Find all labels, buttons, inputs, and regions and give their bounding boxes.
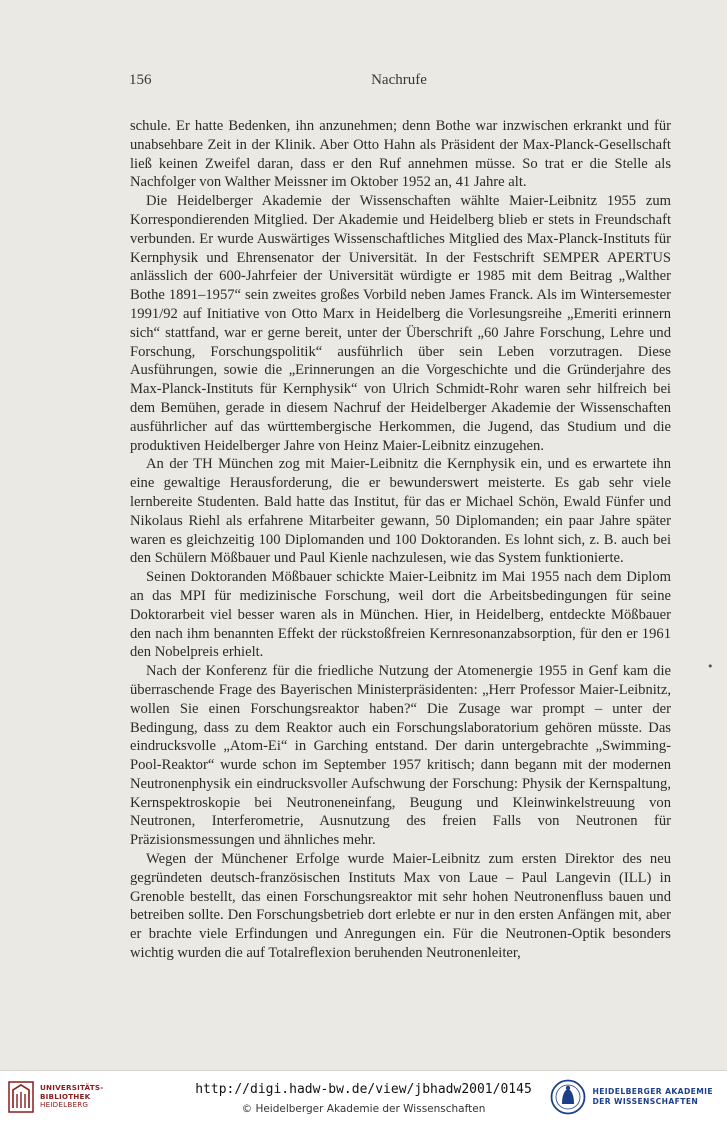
margin-mark: • xyxy=(707,660,714,673)
ub-wordmark-line-3: HEIDELBERG xyxy=(40,1100,89,1110)
permalink-url[interactable]: http://digi.hadw-bw.de/view/jbhadw2001/0145 xyxy=(195,1082,532,1097)
ub-wordmark-line-1: UNIVERSITÄTS- xyxy=(40,1083,104,1093)
paragraph: Wegen der Münchener Erfolge wurde Maier-Leibnitz zum ersten Direktor des neu gegründeten deutsch-französischen Instituts Max von Laue – Paul Langevin (ILL) in Grenoble bestellt, das einen Forschungsreaktor mit sehr hohen Neutronenfluss bauen und betreiben sollte. Den Forschungsbetrieb dort erlebte er nur in den ersten Anfängen mit, aber er brachte viele Erfindungen und Anregungen ein. Für die Neutronen-Optik besonders wichtig wurden die auf Totalreflexion beruhenden Neutronenleiter, xyxy=(130,851,671,962)
hadw-wordmark xyxy=(592,1087,713,1107)
running-head: Nachrufe xyxy=(371,72,427,88)
paragraph: Nach der Konferenz für die friedliche Nutzung der Atomenergie 1955 in Genf kam die überraschende Frage des Bayerischen Ministerpräsidenten: „Herr Professor Maier-Leibnitz, wollen Sie einen Forschungsreaktor haben?“ Die Zusage war prompt – unter der Bedingung, dass zu dem Reaktor auch ein Forschungslaboratorium gehören müsste. Das eindrucksvolle „Atom-Ei“ in Garching entstand. Der darin untergebrachte „Swimming-Pool-Reaktor“ wurde schon im September 1957 kritisch; dann begann mit der modernen Neutronenphysik ein eindrucksvoller Aufschwung der Forschung: Physik der Kernspaltung, Kernspektroskopie bei Neutroneneinfang, Beugung und Kleinwinkelstreuung von Neutronen, Interferometrie, Ausnutzung des freien Falls von Neutronen für Präzisionsmessungen und ähnliches mehr. xyxy=(130,663,671,849)
paragraph: An der TH München zog mit Maier-Leibnitz die Kernphysik ein, und es erwartete ihn eine gewaltige Herausforderung, die er bewunderswert meisterte. Es gab sehr viele lernbereite Studenten. Bald hatte das Institut, für das er Michael Schön, Ewald Fünfer und Nikolaus Riehl als erfahrene Mitarbeiter gewann, 50 Diplomanden; ein paar Jahre später waren es gleichzeitig 100 Diplomanden und 100 Doktoranden. Es lohnt sich, z. B. auch bei den Schülern Mößbauer und Paul Kienle nachzulesen, wie das System funktionierte. xyxy=(130,456,671,567)
hadw-wordmark-line-1: HEIDELBERGER AKADEMIE xyxy=(592,1087,713,1096)
ub-wordmark-line-2: BIBLIOTHEK xyxy=(40,1091,91,1101)
paragraph: Die Heidelberger Akademie der Wissenschaften wählte Maier-Leibnitz 1955 zum Korrespondierenden Mitglied. Der Akademie und Heidelberg blieb er stets in Freundschaft verbunden. Er wurde Auswärtiges Wissenschaftliches Mitglied des Max-Planck-Instituts für Kernphysik und Ehrensenator der Universität. In der Festschrift SEMPER APERTUS anlässlich der 600-Jahrfeier der Universität würdigte er 1985 mit dem Beitrag „Walther Bothe 1891–1957“ sein zweites großes Vorbild neben James Franck. Als im Wintersemester 1991/92 auf Initiative von Otto Marx in Heidelberg die Vorlesungsreihe „Emeriti erinnern sich“ stattfand, war er gerne bereit, unter der Überschrift „60 Jahre Forschung, Lehre und Forschung, Forschungspolitik“ ausführlich über sein Leben vorzutragen. Diese Ausführungen, sowie die „Erinnerungen an die Vorgeschichte und die Gründerjahre des Max-Planck-Instituts für Kernphysik“ von Ulrich Schmidt-Rohr waren sehr hilfreich bei dem Bemühen, gerade in diesem Nachruf der Heidelberger Akademie der Wissenschaften ausführlicher auf das württembergische Herkommen, die Jugend, das Studium und die produktiven Heidelberger Jahre von Heinz Maier-Leibnitz einzugehen. xyxy=(130,193,671,454)
hadw-logo[interactable] xyxy=(550,1079,713,1115)
hadw-seal-icon xyxy=(550,1079,586,1115)
copyright-notice: © Heidelberger Akademie der Wissenschaften xyxy=(241,1103,486,1115)
paragraph: Seinen Doktoranden Mößbauer schickte Maier-Leibnitz im Mai 1955 nach dem Diplom an das MPI für medizinische Forschung, weil dort die Arbeitsbedingungen für seine Doktorarbeit viel besser waren als in München. Hier, in Heidelberg, entdeckte Mößbauer den nach ihm benannten Effekt der rückstoßfreien Kernresonanzabsorption, für den er 1961 den Nobelpreis erhielt. xyxy=(130,569,671,661)
hadw-wordmark-line-2: DER WISSENSCHAFTEN xyxy=(592,1097,699,1106)
page-number: 156 xyxy=(129,72,152,88)
footer-bar xyxy=(0,1070,727,1126)
paragraph: schule. Er hatte Bedenken, ihn anzunehmen; denn Bothe war inzwischen erkrankt und für unabsehbare Zeit in der Klinik. Aber Otto Hahn als Präsident der Max-Planck-Gesellschaft ließ keinen Zweifel daran, dass er den Ruf annehmen müsse. So trat er die Stelle als Nachfolger von Walther Meissner im Oktober 1952 an, 41 Jahre alt. xyxy=(130,118,671,191)
body-text xyxy=(130,117,671,963)
